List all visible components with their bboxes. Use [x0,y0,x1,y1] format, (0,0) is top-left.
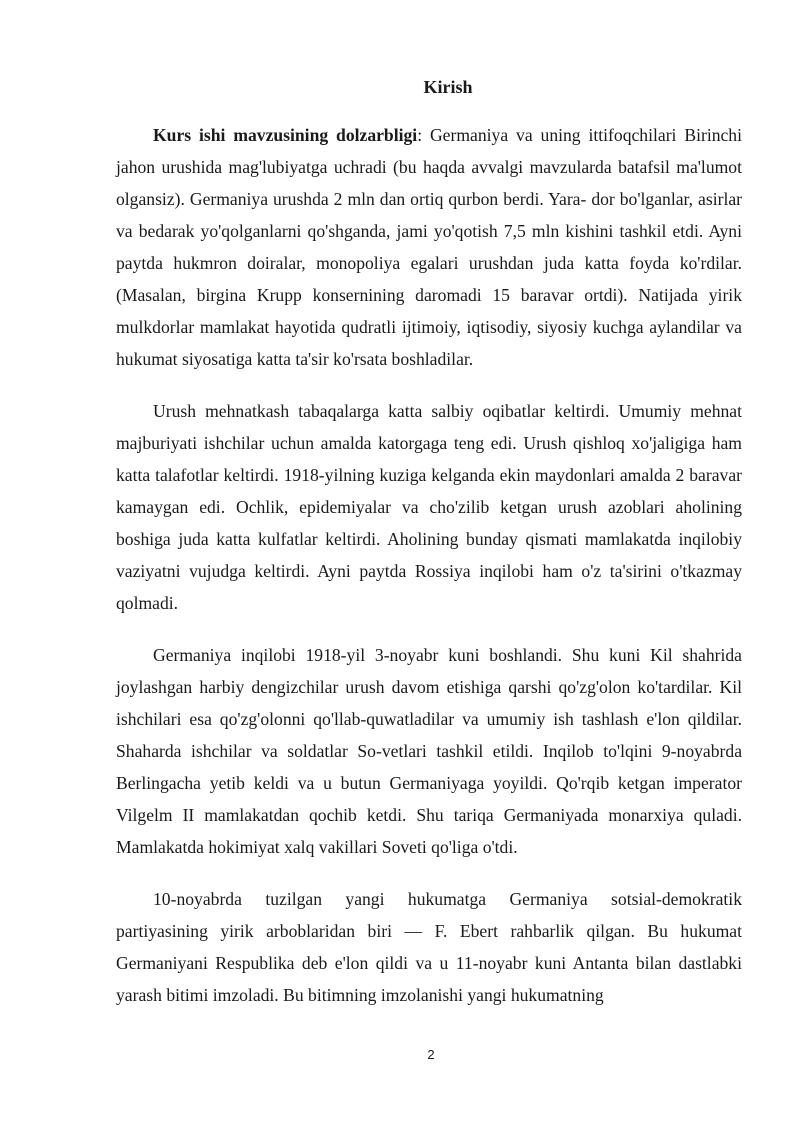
paragraph-revolution: Germaniya inqilobi 1918-yil 3-noyabr kuni boshlandi. Shu kuni Kil shahrida joylashgan harbiy dengizchilar urush davom etishiga qarshi qo'zg'olon ko'tardilar. Kil ishchilari esa qo'zg'olonni qo'llab-quwatladilar va umumiy ish tashlash e'lon qildilar. Shaharda ishchilar va soldatlar So-vetlari tashkil etildi. Inqilob to'lqini 9-noyabrda Berlingacha yetib keldi va u butun Germaniyaga yoyildi. Qo'rqib ketgan imperator Vilgelm II mamlakatdan qochib ketdi. Shu tariqa Germaniyada monarxiya quladi. Mamlakatda hokimiyat xalq vakillari Soveti qo'liga o'tdi. [116,645,742,857]
page-number: 2 [427,1047,435,1062]
paragraph-lead-term: Kurs ishi mavzusining dolzarbligi [153,125,418,145]
document-body [116,119,742,1031]
paragraph-new-government: 10-noyabrda tuzilgan yangi hukumatga Germaniya sotsial-demokratik partiyasining yirik arboblaridan biri — F. Ebert rahbarlik qilgan. Bu hukumat Germaniyani Respublika deb e'lon qildi va u 11-noyabr kuni Antanta bilan dastlabki yarash bitimi imzoladi. Bu bitimning imzolanishi yangi hukumatning [116,889,742,1005]
page-title: Kirish [423,77,473,97]
paragraph-war-consequences: Urush mehnatkash tabaqalarga katta salbiy oqibatlar keltirdi. Umumiy mehnat majburiyati ishchilar uchun amalda katorgaga teng edi. Urush qishloq xo'jaligiga ham katta talafotlar keltirdi. 1918-yilning kuziga kelganda ekin maydonlari amalda 2 baravar kamaygan edi. Ochlik, epidemiyalar va cho'zilib ketgan urush azoblari aholining boshiga juda katta kulfatlar keltirdi. Aholining bunday qismati mamlakatda inqilobiy vaziyatni vujudga keltirdi. Ayni paytda Rossiya inqilobi ham o'z ta'sirini o'tkazmay qolmadi. [116,401,742,613]
paragraph-relevance [116,119,742,375]
paragraph-text: : Germaniya va uning ittifoqchilari Birinchi jahon urushida mag'lubiyatga uchradi (bu haqda avvalgi mavzularda batafsil ma'lumot olgansiz). Germaniya urushda 2 mln dan ortiq qurbon berdi. Yara- dor bo'lganlar, asirlar va bedarak yo'qolganlarni qo'shganda, jami yo'qotish 7,5 mln kishini tashkil etdi. Ayni paytda hukmron doiralar, monopoliya egalari urushdan juda katta foyda ko'rdilar. (Masalan, birgina Krupp konsernining daromadi 15 baravar ortdi). Natijada yirik mulkdorlar mamlakat hayotida qudratli ijtimoiy, iqtisodiy, siyosiy kuchga aylandilar va hukumat siyosatiga katta ta'sir ko'rsata boshladilar. [116,125,742,369]
